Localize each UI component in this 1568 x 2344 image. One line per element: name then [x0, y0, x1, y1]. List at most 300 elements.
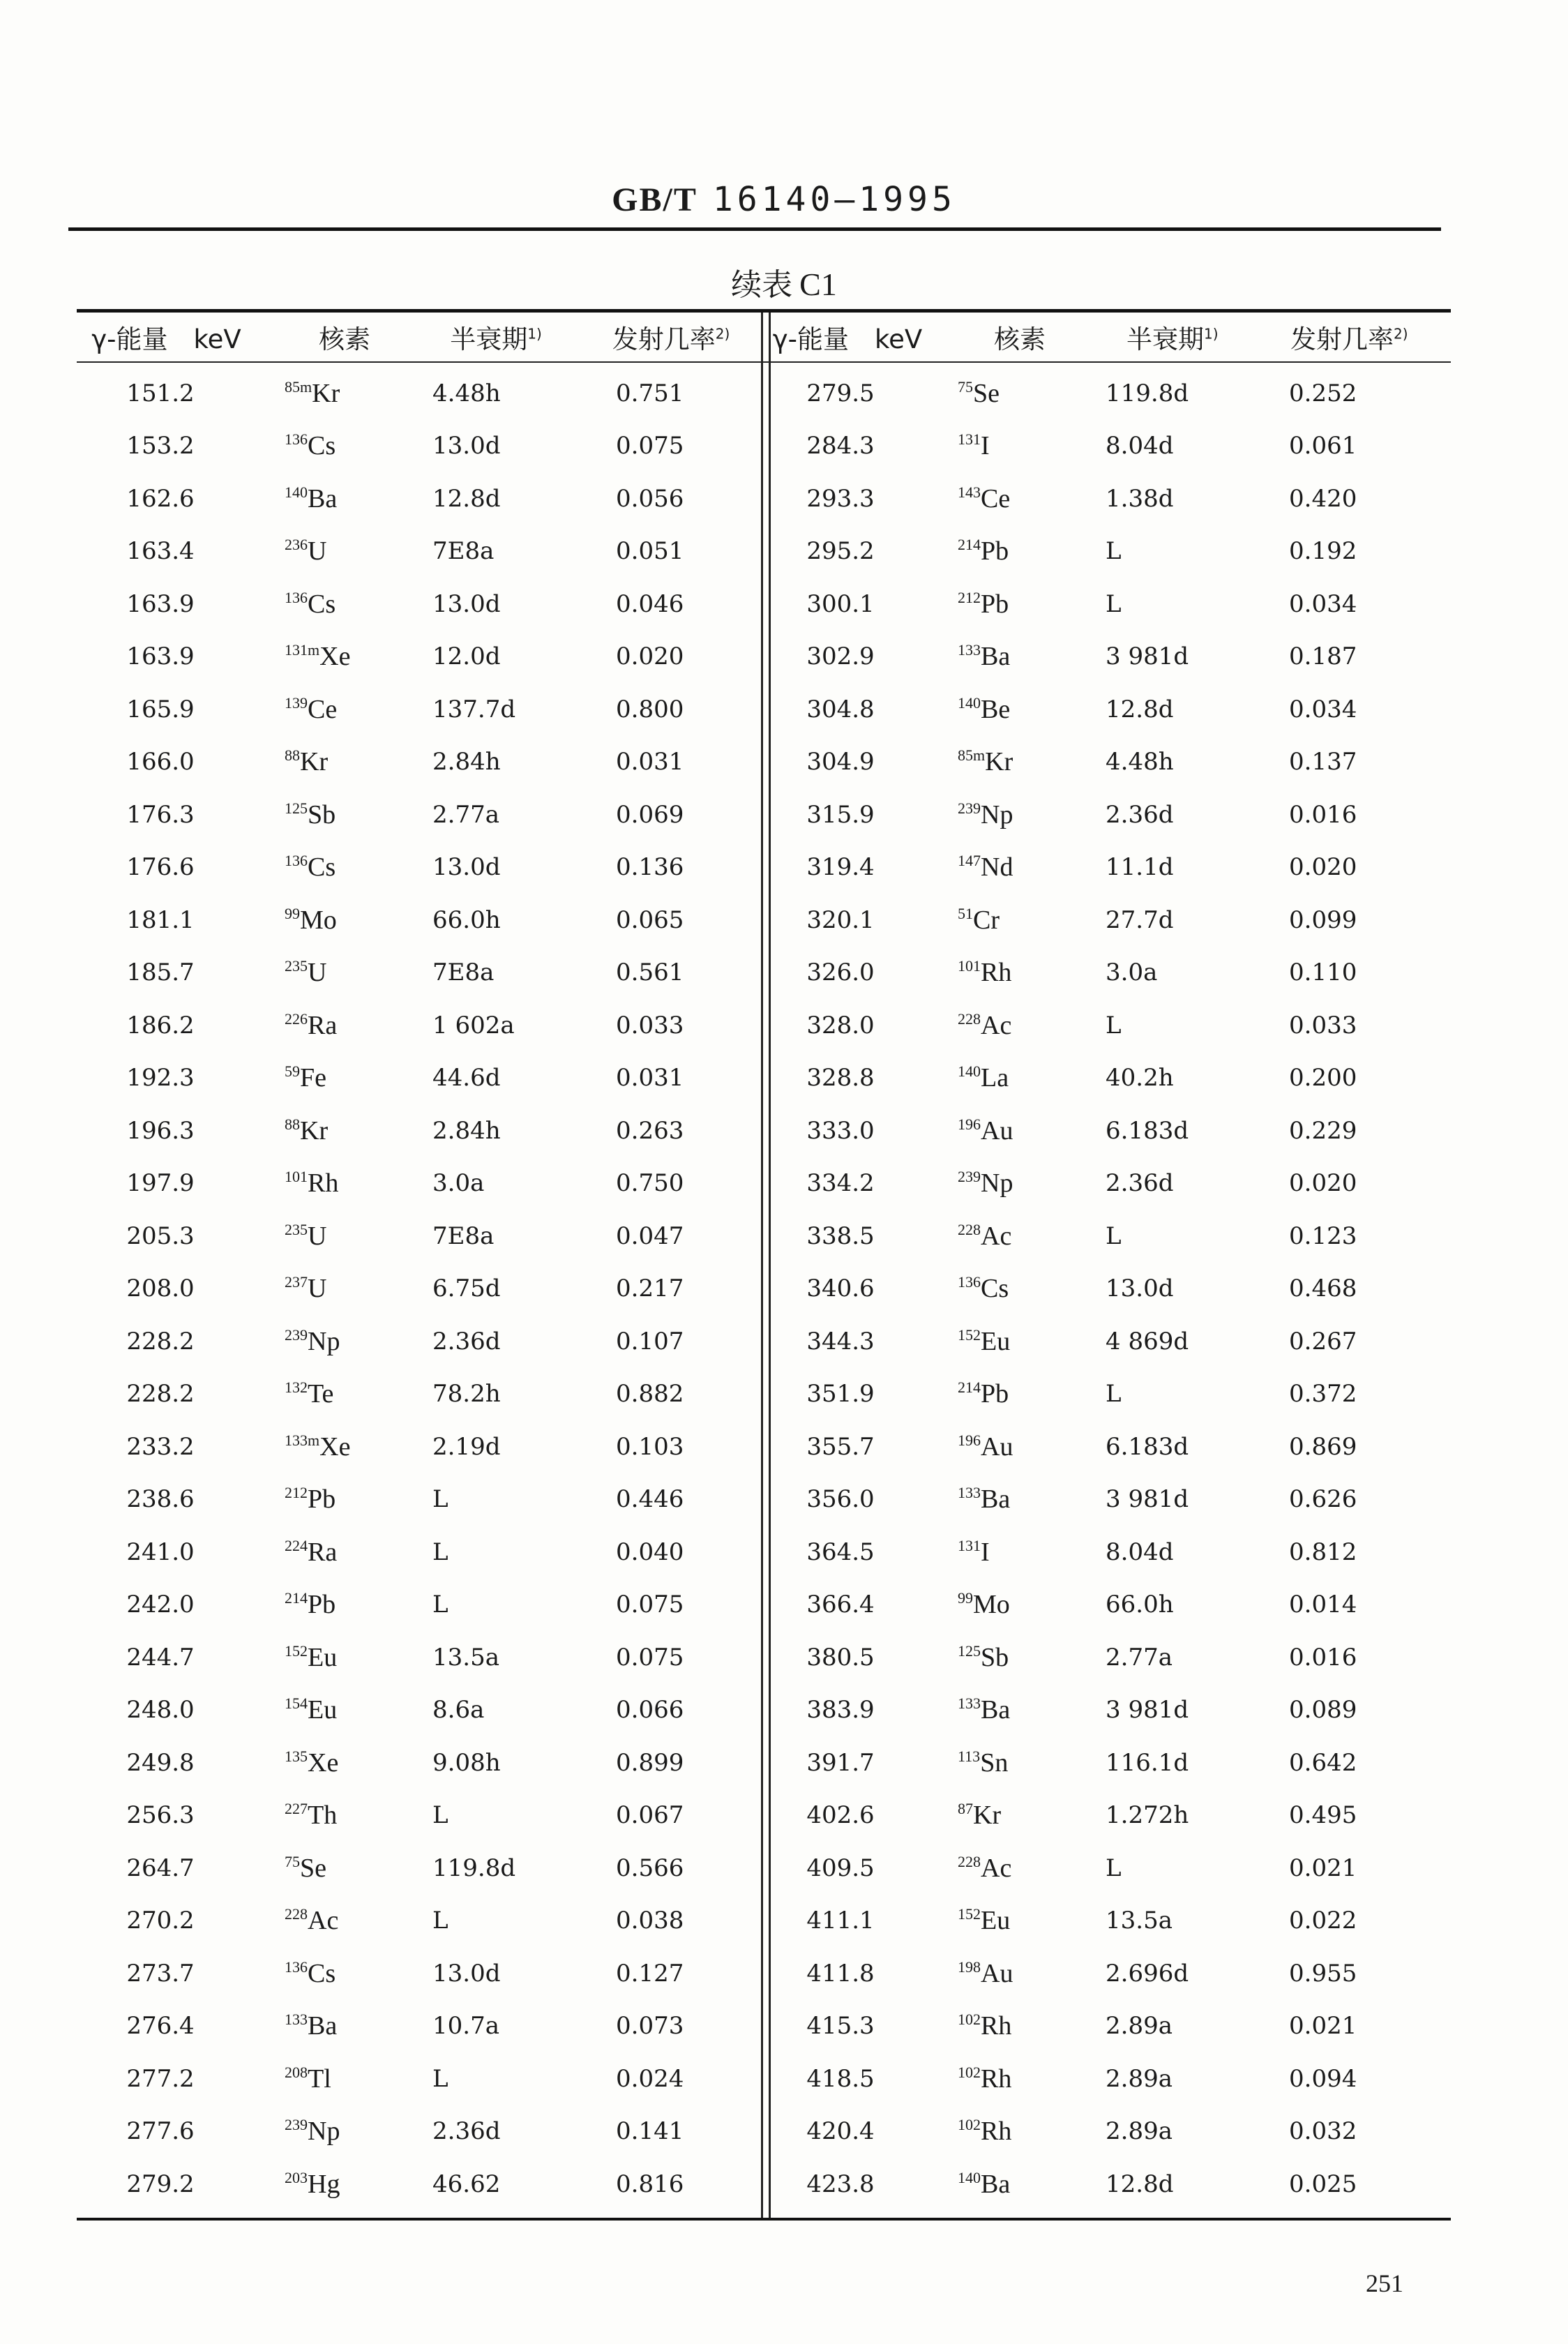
mass-number: 125 — [285, 799, 308, 817]
nuclide-cell — [244, 2064, 412, 2094]
halflife-cell: 3 981d — [1106, 1696, 1189, 1725]
right-column-body — [764, 367, 1451, 2211]
nuclide-cell — [244, 589, 412, 619]
halflife-cell: 2.77a — [432, 800, 499, 829]
mass-number: 136 — [285, 852, 308, 870]
energy-cell: 186.2 — [126, 1011, 195, 1039]
energy-cell: 418.5 — [806, 2064, 875, 2093]
halflife-cell: 12.0d — [432, 643, 501, 671]
probability-cell: 0.468 — [1289, 1275, 1357, 1303]
nuclide-cell — [244, 1378, 412, 1409]
table-row — [77, 1157, 764, 1210]
element-symbol: Cs — [308, 431, 336, 461]
mass-number: 136 — [285, 1958, 308, 1976]
element-symbol: U — [308, 536, 327, 566]
table-row — [77, 525, 764, 578]
mass-number: 133 — [958, 641, 981, 659]
energy-cell: 185.7 — [126, 959, 195, 987]
halflife-cell: 2.19d — [432, 1432, 501, 1461]
halflife-cell: 119.8d — [432, 1854, 516, 1882]
nuclide-cell — [917, 1642, 1085, 1673]
table-row — [764, 420, 1451, 473]
mass-number: 133 — [285, 2011, 308, 2029]
table-row — [764, 1420, 1451, 1473]
nuclide-cell — [917, 2169, 1085, 2200]
energy-cell: 328.0 — [806, 1011, 875, 1039]
mass-number: 87 — [958, 1800, 973, 1818]
table-row — [77, 1052, 764, 1105]
table-row — [77, 367, 764, 420]
energy-cell: 319.4 — [806, 853, 875, 882]
mass-number: 224 — [285, 1536, 308, 1554]
energy-cell: 284.3 — [806, 432, 875, 460]
nuclide-cell — [244, 957, 412, 988]
energy-cell: 228.2 — [126, 1327, 195, 1355]
energy-cell: 249.8 — [126, 1748, 195, 1777]
nuclide-cell — [244, 483, 412, 514]
element-symbol: Ac — [981, 1853, 1012, 1883]
probability-cell: 0.061 — [1289, 432, 1357, 460]
table-row — [77, 1368, 764, 1421]
probability-cell: 0.812 — [1289, 1538, 1357, 1566]
nuclide-cell — [917, 1010, 1085, 1041]
table-row — [764, 1104, 1451, 1157]
mass-number: 140 — [285, 483, 308, 501]
mass-number: 239 — [958, 799, 981, 817]
energy-cell: 383.9 — [806, 1696, 875, 1725]
nuclide-cell — [244, 1958, 412, 1989]
nuclide-cell — [244, 1273, 412, 1304]
probability-cell: 0.020 — [1289, 1169, 1357, 1198]
halflife-cell: 8.04d — [1106, 432, 1174, 460]
element-symbol: Pb — [308, 1590, 336, 1620]
element-symbol: Eu — [981, 1906, 1011, 1936]
col-energy-header: γ-能量 keV — [91, 324, 241, 354]
mass-number: 237 — [285, 1273, 308, 1291]
probability-cell: 0.031 — [616, 748, 684, 776]
mass-number: 102 — [958, 2116, 981, 2134]
table-row — [77, 2158, 764, 2211]
table-row — [77, 1789, 764, 1842]
mass-number: 99 — [285, 904, 300, 922]
nuclide-cell — [244, 852, 412, 882]
mass-number: 140 — [958, 693, 981, 712]
table-row — [764, 1315, 1451, 1368]
element-symbol: Th — [308, 1801, 338, 1831]
nuclide-cell — [244, 2116, 412, 2147]
mass-number: 88 — [285, 746, 300, 765]
element-symbol: Kr — [300, 747, 329, 777]
table-row — [77, 631, 764, 684]
mass-number: 101 — [285, 1168, 308, 1186]
probability-cell: 0.882 — [616, 1380, 684, 1408]
nuclide-cell — [244, 1115, 412, 1146]
table-row — [77, 420, 764, 473]
table-row — [764, 788, 1451, 841]
energy-cell: 270.2 — [126, 1907, 195, 1935]
table-title — [0, 260, 1568, 304]
energy-cell: 205.3 — [126, 1222, 195, 1250]
energy-cell: 196.3 — [126, 1116, 195, 1145]
nuclide-cell — [917, 1800, 1085, 1831]
table-row — [77, 788, 764, 841]
energy-cell: 244.7 — [126, 1643, 195, 1671]
halflife-cell: L — [432, 1538, 448, 1566]
halflife-cell: L — [432, 1591, 448, 1619]
element-symbol: Cs — [308, 589, 336, 619]
halflife-cell: 3.0a — [432, 1169, 485, 1198]
table-row — [77, 1895, 764, 1948]
probability-cell: 0.107 — [616, 1327, 684, 1355]
mass-number: 113 — [958, 1747, 981, 1765]
col-probability-header: 发射几率$^{2)}$ — [1290, 324, 1408, 354]
halflife-cell: 13.0d — [432, 1959, 501, 1988]
nuclide-cell — [917, 1221, 1085, 1252]
table-row — [77, 1104, 764, 1157]
nuclide-cell — [244, 2169, 412, 2200]
probability-cell: 0.217 — [616, 1275, 684, 1303]
probability-cell: 0.099 — [1289, 906, 1357, 934]
probability-cell: 0.075 — [616, 432, 684, 460]
nuclide-cell — [244, 430, 412, 461]
energy-cell: 320.1 — [806, 906, 875, 934]
energy-cell: 411.8 — [806, 1959, 875, 1988]
nuclide-cell — [917, 1958, 1085, 1989]
col-probability-header: 发射几率$^{2)}$ — [612, 324, 730, 354]
mass-number: 136 — [285, 588, 308, 606]
halflife-cell: 13.0d — [432, 853, 501, 882]
mass-number: 239 — [285, 1325, 308, 1344]
table-row — [764, 2000, 1451, 2053]
energy-cell: 380.5 — [806, 1643, 875, 1671]
probability-cell: 0.047 — [616, 1222, 684, 1250]
element-symbol: Nd — [981, 852, 1013, 882]
table-row — [764, 1579, 1451, 1632]
table-row — [764, 841, 1451, 894]
nuclide-cell — [917, 1273, 1085, 1304]
energy-cell: 302.9 — [806, 643, 875, 671]
nuclide-cell — [244, 1326, 412, 1357]
element-symbol: Rh — [981, 2064, 1012, 2094]
halflife-cell: L — [432, 1907, 448, 1935]
probability-cell: 0.229 — [1289, 1116, 1357, 1145]
table-row — [764, 736, 1451, 789]
header-rule — [68, 227, 1441, 231]
probability-cell: 0.022 — [1289, 1907, 1357, 1935]
probability-cell: 0.561 — [616, 959, 684, 987]
element-symbol: Sb — [981, 1642, 1009, 1672]
probability-cell: 0.024 — [616, 2064, 684, 2093]
mass-number: 135 — [285, 1747, 308, 1765]
halflife-cell: 2.89a — [1106, 2117, 1173, 2146]
element-symbol: Au — [981, 1432, 1013, 1462]
nuclide-cell — [917, 1168, 1085, 1199]
energy-cell: 163.9 — [126, 589, 195, 618]
energy-cell: 238.6 — [126, 1485, 195, 1514]
probability-cell: 0.372 — [1289, 1380, 1357, 1408]
element-symbol: Np — [308, 1326, 340, 1356]
mass-number: 140 — [958, 2168, 981, 2186]
halflife-cell: 4 869d — [1106, 1327, 1189, 1355]
energy-cell: 333.0 — [806, 1116, 875, 1145]
halflife-cell: 3 981d — [1106, 1485, 1189, 1514]
halflife-cell: 4.48h — [432, 379, 501, 407]
mass-number: 152 — [958, 1905, 981, 1923]
nuclide-cell — [244, 378, 412, 409]
mass-number: 136 — [958, 1273, 981, 1291]
halflife-cell: L — [1106, 1011, 1122, 1039]
probability-cell: 0.642 — [1289, 1748, 1357, 1777]
table-row — [764, 683, 1451, 736]
table-row — [764, 894, 1451, 947]
mass-number: 214 — [958, 536, 981, 554]
left-column-body — [77, 367, 764, 2211]
halflife-cell: 2.36d — [432, 2117, 501, 2146]
probability-cell: 0.051 — [616, 537, 684, 566]
nuclide-cell — [917, 1905, 1085, 1936]
element-symbol: Rh — [981, 958, 1012, 988]
probability-cell: 0.040 — [616, 1538, 684, 1566]
nuclide-cell — [917, 746, 1085, 777]
probability-cell: 0.066 — [616, 1696, 684, 1725]
element-symbol: Au — [981, 1958, 1013, 1988]
table-row — [77, 1684, 764, 1737]
energy-cell: 411.1 — [806, 1907, 875, 1935]
probability-cell: 0.056 — [616, 484, 684, 513]
energy-cell: 276.4 — [126, 2012, 195, 2041]
mass-number: 102 — [958, 2011, 981, 2029]
mass-number: 152 — [285, 1641, 308, 1660]
halflife-cell: 119.8d — [1106, 379, 1189, 407]
halflife-cell: 2.89a — [1106, 2064, 1173, 2093]
element-symbol: Eu — [308, 1642, 338, 1672]
halflife-cell: 8.6a — [432, 1696, 485, 1725]
nuclide-cell — [244, 1800, 412, 1831]
nuclide-cell — [244, 1432, 412, 1462]
halflife-cell: L — [432, 1485, 448, 1514]
probability-cell: 0.046 — [616, 589, 684, 618]
element-symbol: Se — [300, 1853, 326, 1883]
probability-cell: 0.137 — [1289, 748, 1357, 776]
table-row — [77, 1579, 764, 1632]
mass-number: 85m — [958, 746, 986, 765]
mass-number: 239 — [285, 2116, 308, 2134]
table-row — [764, 1052, 1451, 1105]
nuclide-cell — [917, 483, 1085, 514]
mass-number: 236 — [285, 536, 308, 554]
nuclide-cell — [244, 1010, 412, 1041]
table-row — [77, 578, 764, 631]
mass-number: 239 — [958, 1168, 981, 1186]
element-symbol: Ba — [981, 642, 1011, 672]
halflife-cell: 11.1d — [1106, 853, 1174, 882]
probability-cell: 0.869 — [1289, 1432, 1357, 1461]
probability-cell: 0.816 — [616, 2170, 684, 2198]
table-row — [764, 1631, 1451, 1684]
nuclide-cell — [917, 536, 1085, 566]
halflife-cell: 137.7d — [432, 695, 516, 723]
mass-number: 228 — [958, 1009, 981, 1028]
element-symbol: I — [981, 1537, 990, 1567]
halflife-cell: 12.8d — [1106, 2170, 1174, 2198]
halflife-cell: L — [1106, 1380, 1122, 1408]
energy-cell: 153.2 — [126, 432, 195, 460]
probability-cell: 0.016 — [1289, 800, 1357, 829]
table-row — [764, 1526, 1451, 1579]
element-symbol: Ba — [981, 2169, 1011, 2199]
element-symbol: Rh — [981, 2117, 1012, 2147]
element-symbol: Eu — [308, 1695, 338, 1725]
nuclide-cell — [917, 1748, 1085, 1778]
probability-cell: 0.020 — [616, 643, 684, 671]
mass-number: 196 — [958, 1431, 981, 1449]
probability-cell: 0.069 — [616, 800, 684, 829]
mass-number: 133m — [285, 1431, 320, 1449]
element-symbol: U — [308, 958, 327, 988]
nuclide-cell — [917, 852, 1085, 882]
element-symbol: Xe — [308, 1748, 339, 1778]
probability-cell: 0.016 — [1289, 1643, 1357, 1671]
probability-cell: 0.020 — [1289, 853, 1357, 882]
halflife-cell: 3 981d — [1106, 643, 1189, 671]
table-row — [77, 1736, 764, 1789]
element-symbol: Pb — [308, 1485, 336, 1515]
element-symbol: Cs — [308, 1958, 336, 1988]
mass-number: 152 — [958, 1325, 981, 1344]
col-energy-header: γ-能量 keV — [772, 324, 923, 354]
table-row — [764, 999, 1451, 1052]
halflife-cell: 78.2h — [432, 1380, 501, 1408]
halflife-cell: 12.8d — [1106, 695, 1174, 723]
table-row — [764, 525, 1451, 578]
energy-cell: 163.4 — [126, 537, 195, 566]
mass-number: 154 — [285, 1695, 308, 1713]
probability-cell: 0.031 — [616, 1064, 684, 1092]
nuclide-cell — [244, 746, 412, 777]
mass-number: 75 — [285, 1852, 300, 1870]
energy-cell: 366.4 — [806, 1591, 875, 1619]
halflife-cell: 66.0h — [432, 906, 501, 934]
probability-cell: 0.192 — [1289, 537, 1357, 566]
nuclide-cell — [917, 799, 1085, 830]
element-symbol: Ce — [981, 483, 1011, 513]
table-row — [77, 947, 764, 1000]
mass-number: 147 — [958, 852, 981, 870]
probability-cell: 0.751 — [616, 379, 684, 407]
table-row — [764, 1210, 1451, 1263]
table-bottom-rule — [77, 2218, 1451, 2221]
energy-cell: 295.2 — [806, 537, 875, 566]
mass-number: 235 — [285, 1220, 308, 1238]
halflife-cell: 2.36d — [1106, 1169, 1174, 1198]
table-row — [764, 2158, 1451, 2211]
table-row — [77, 1631, 764, 1684]
element-symbol: Xe — [319, 642, 351, 672]
nuclide-cell — [917, 2064, 1085, 2094]
energy-cell: 340.6 — [806, 1275, 875, 1303]
energy-cell: 176.6 — [126, 853, 195, 882]
nuclide-cell — [917, 1537, 1085, 1568]
mass-number: 59 — [285, 1062, 300, 1081]
probability-cell: 0.446 — [616, 1485, 684, 1514]
table-row — [77, 1263, 764, 1316]
nuclide-cell — [917, 905, 1085, 936]
energy-cell: 304.9 — [806, 748, 875, 776]
energy-cell: 273.7 — [126, 1959, 195, 1988]
energy-cell: 355.7 — [806, 1432, 875, 1461]
energy-cell: 233.2 — [126, 1432, 195, 1461]
mass-number: 131 — [958, 430, 981, 449]
mass-number: 228 — [958, 1220, 981, 1238]
nuclide-cell — [917, 2116, 1085, 2147]
table-row — [77, 894, 764, 947]
col-nuclide-header: 核素 — [994, 324, 1046, 354]
table-row — [77, 999, 764, 1052]
mass-number: 212 — [285, 1484, 308, 1502]
mass-number: 131 — [958, 1536, 981, 1554]
energy-cell: 351.9 — [806, 1380, 875, 1408]
table-row — [77, 841, 764, 894]
element-symbol: Cr — [973, 905, 1000, 935]
element-symbol: Se — [973, 378, 1000, 408]
nuclide-cell — [244, 1905, 412, 1936]
element-symbol: Hg — [308, 2169, 340, 2199]
element-symbol: Kr — [973, 1801, 1002, 1831]
nuclide-cell — [917, 430, 1085, 461]
probability-cell: 0.038 — [616, 1907, 684, 1935]
halflife-cell: 1 602a — [432, 1011, 515, 1039]
nuclide-cell — [244, 799, 412, 830]
energy-cell: 197.9 — [126, 1169, 195, 1198]
energy-cell: 338.5 — [806, 1222, 875, 1250]
nuclide-cell — [244, 1484, 412, 1515]
probability-cell: 0.626 — [1289, 1485, 1357, 1514]
energy-cell: 334.2 — [806, 1169, 875, 1198]
energy-cell: 241.0 — [126, 1538, 195, 1566]
table-row — [77, 1526, 764, 1579]
probability-cell: 0.123 — [1289, 1222, 1357, 1250]
nuclide-cell — [244, 536, 412, 566]
table-row — [764, 472, 1451, 525]
halflife-cell: 8.04d — [1106, 1538, 1174, 1566]
energy-cell: 344.3 — [806, 1327, 875, 1355]
mass-number: 228 — [958, 1852, 981, 1870]
energy-cell: 228.2 — [126, 1380, 195, 1408]
mass-number: 214 — [285, 1589, 308, 1607]
nuclide-cell — [244, 1853, 412, 1884]
mass-number: 208 — [285, 2063, 308, 2081]
element-symbol: Sn — [980, 1748, 1009, 1778]
element-symbol: Rh — [981, 2011, 1012, 2041]
energy-cell: 192.3 — [126, 1064, 195, 1092]
nuclide-cell — [244, 1062, 412, 1093]
mass-number: 88 — [285, 1115, 300, 1133]
energy-cell: 165.9 — [126, 695, 195, 723]
element-symbol: I — [981, 431, 990, 461]
mass-number: 212 — [958, 588, 981, 606]
mass-number: 203 — [285, 2168, 308, 2186]
gamma-table — [77, 309, 1451, 2221]
halflife-cell: 46.62 — [432, 2170, 501, 2198]
mass-number: 132 — [285, 1378, 308, 1397]
nuclide-cell — [917, 641, 1085, 672]
table-title-prefix: 续表 — [731, 267, 793, 303]
probability-cell: 0.075 — [616, 1591, 684, 1619]
mass-number: 214 — [958, 1378, 981, 1397]
table-row — [77, 736, 764, 789]
element-symbol: Pb — [981, 1379, 1009, 1409]
halflife-cell: 13.0d — [432, 432, 501, 460]
